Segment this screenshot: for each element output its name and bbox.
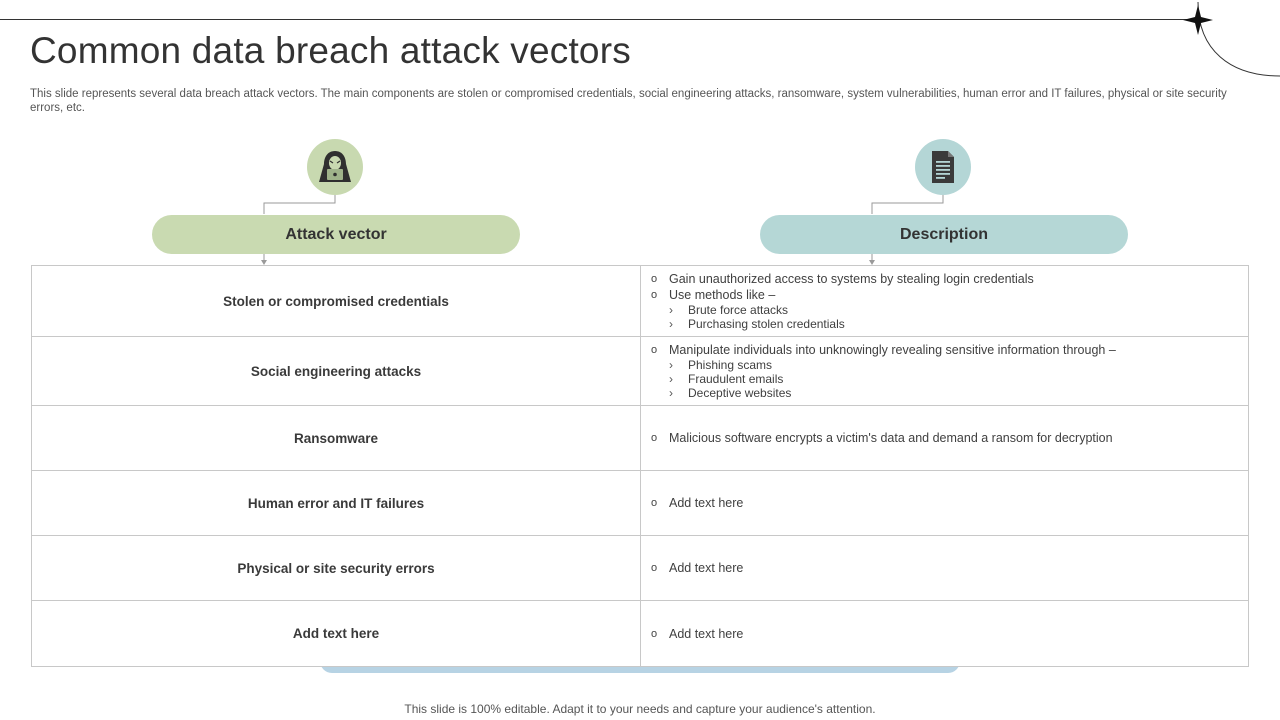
chevron-right-icon: › — [669, 372, 673, 386]
table-row — [32, 536, 1249, 601]
bullet-circle-icon: o — [651, 497, 658, 509]
table-row — [32, 266, 1249, 337]
table-row — [32, 601, 1249, 667]
description-cell — [641, 471, 1249, 536]
sub-bullet-item — [651, 317, 1238, 331]
table-row — [32, 337, 1249, 406]
table-row — [32, 471, 1249, 536]
attack-vector-icon-circle — [307, 139, 363, 195]
bullet-text: Manipulate individuals into unknowingly revealing sensitive information through – — [669, 343, 1116, 357]
star-decoration-icon — [1170, 0, 1280, 80]
sub-bullet-item — [651, 303, 1238, 317]
bullet-text: Add text here — [669, 561, 744, 575]
document-icon — [930, 150, 956, 184]
bullet-circle-icon: o — [651, 289, 658, 301]
sub-bullet-text: Brute force attacks — [688, 303, 789, 317]
attack-vector-cell: Ransomware — [32, 406, 641, 471]
bullet-text: Malicious software encrypts a victim's data and demand a ransom for decryption — [669, 431, 1113, 445]
attack-vector-cell: Social engineering attacks — [32, 337, 641, 406]
table-row — [32, 406, 1249, 471]
page-subtitle: This slide represents several data breach attack vectors. The main components are stolen or compromised credentials, social engineering attacks, ransomware, system vulnerabilities, human error and IT failures, physical or site security errors, etc. — [30, 88, 1227, 114]
attack-vector-cell: Stolen or compromised credentials — [32, 266, 641, 337]
description-icon-circle — [915, 139, 971, 195]
description-cell — [641, 337, 1249, 406]
chevron-right-icon: › — [669, 386, 673, 400]
footer-note: This slide is 100% editable. Adapt it to your needs and capture your audience's attention. — [404, 702, 876, 716]
top-rule — [0, 19, 1200, 20]
sub-bullet-item — [651, 358, 1238, 372]
attack-vector-header: Attack vector — [152, 215, 520, 254]
bullet-circle-icon: o — [651, 344, 658, 356]
bullet-circle-icon: o — [651, 432, 658, 444]
attack-vector-cell: Physical or site security errors — [32, 536, 641, 601]
hacker-icon — [316, 149, 354, 185]
chevron-right-icon: › — [669, 358, 673, 372]
sub-bullet-item — [651, 372, 1238, 386]
bullet-text: Add text here — [669, 626, 744, 641]
chevron-right-icon: › — [669, 303, 673, 317]
bullet-text: Add text here — [669, 496, 744, 510]
attack-vector-cell: Add text here — [32, 601, 641, 667]
sub-bullet-text: Phishing scams — [688, 358, 773, 372]
bullet-item — [651, 430, 1238, 446]
description-header: Description — [760, 215, 1128, 254]
bullet-circle-icon: o — [651, 273, 658, 285]
sub-bullet-text: Deceptive websites — [688, 386, 792, 400]
chevron-right-icon: › — [669, 317, 673, 331]
sub-bullet-text: Purchasing stolen credentials — [688, 317, 845, 331]
bullet-item — [651, 271, 1238, 287]
attack-vector-table — [31, 265, 1249, 667]
bullet-circle-icon: o — [651, 627, 658, 640]
description-cell — [641, 406, 1249, 471]
bullet-item — [651, 626, 1238, 642]
page-title: Common data breach attack vectors — [30, 30, 631, 71]
description-cell — [641, 536, 1249, 601]
bullet-text: Gain unauthorized access to systems by stealing login credentials — [669, 272, 1034, 286]
sub-bullet-item — [651, 386, 1238, 400]
bullet-item — [651, 495, 1238, 511]
bullet-item — [651, 560, 1238, 576]
description-cell — [641, 266, 1249, 337]
attack-vector-cell: Human error and IT failures — [32, 471, 641, 536]
bullet-item — [651, 342, 1238, 358]
bullet-item — [651, 287, 1238, 303]
description-cell — [641, 601, 1249, 667]
sub-bullet-text: Fraudulent emails — [688, 372, 784, 386]
bullet-circle-icon: o — [651, 562, 658, 574]
bullet-text: Use methods like – — [669, 288, 776, 302]
